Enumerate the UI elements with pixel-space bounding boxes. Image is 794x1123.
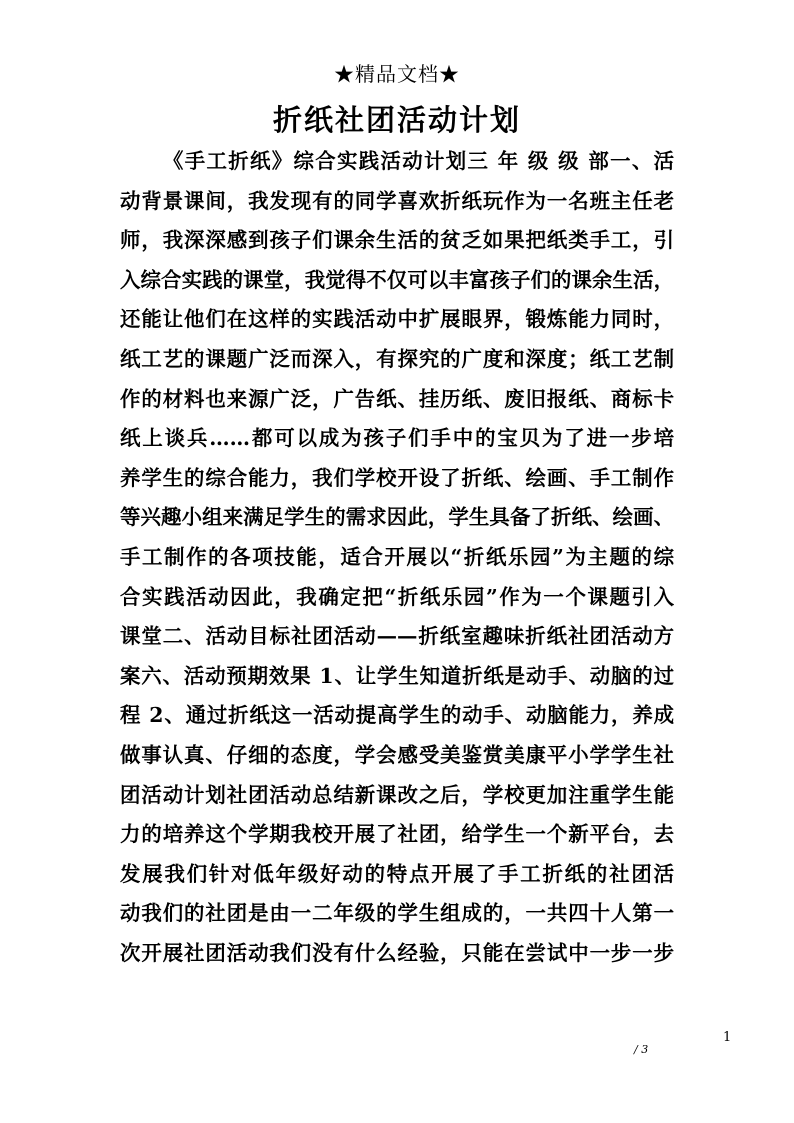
- document-body: [120, 142, 674, 973]
- body-line: 动背景课间，我发现有的同学喜欢折纸玩作为一名班主任老: [120, 188, 674, 213]
- body-line: 还能让他们在这样的实践活动中扩展眼界，锻炼能力同时，: [120, 307, 674, 332]
- body-line: 纸工艺的课题广泛而深入，有探究的广度和深度；纸工艺制: [120, 346, 674, 371]
- body-line: 作的材料也来源广泛，广告纸、挂历纸、废旧报纸、商标卡: [120, 386, 674, 411]
- page-number: 1: [723, 1030, 732, 1045]
- body-line: 课堂二、活动目标社团活动——折纸室趣味折纸社团活动方: [120, 624, 674, 649]
- body-line: 养学生的综合能力，我们学校开设了折纸、绘画、手工制作: [120, 465, 674, 490]
- body-line: 师，我深深感到孩子们课余生活的贫乏如果把纸类手工，引: [120, 228, 674, 253]
- body-line: 次开展社团活动我们没有什么经验，只能在尝试中一步一步: [120, 940, 674, 965]
- page-total: / 3: [634, 1043, 649, 1056]
- body-line: 团活动计划社团活动总结新课改之后，学校更加注重学生能: [120, 782, 674, 807]
- body-line: 手工制作的各项技能，适合开展以“折纸乐园”为主题的综: [120, 544, 674, 569]
- document-title: 折纸社团活动计划: [272, 103, 521, 137]
- body-line: 纸上谈兵……都可以成为孩子们手中的宝贝为了进一步培: [120, 426, 674, 451]
- body-line: 合实践活动因此，我确定把“折纸乐园”作为一个课题引入: [120, 584, 674, 609]
- body-line: 动我们的社团是由一二年级的学生组成的，一共四十人第一: [120, 901, 674, 926]
- body-line: 发展我们针对低年级好动的特点开展了手工折纸的社团活: [120, 861, 674, 886]
- body-line: 等兴趣小组来满足学生的需求因此，学生具备了折纸、绘画、: [120, 505, 674, 530]
- body-line: 程 2、通过折纸这一活动提高学生的动手、动脑能力，养成: [120, 703, 674, 728]
- header-banner: ★精品文档★: [334, 62, 460, 86]
- body-line: 入综合实践的课堂，我觉得不仅可以丰富孩子们的课余生活，: [120, 267, 674, 292]
- body-line: 案六、活动预期效果 1、让学生知道折纸是动手、动脑的过: [120, 663, 674, 688]
- body-line: 做事认真、仔细的态度，学会感受美鉴赏美康平小学学生社: [120, 742, 674, 767]
- body-line: 《手工折纸》综合实践活动计划三 年 级 级 部一、活: [163, 149, 674, 173]
- body-line: 力的培养这个学期我校开展了社团，给学生一个新平台，去: [120, 822, 674, 847]
